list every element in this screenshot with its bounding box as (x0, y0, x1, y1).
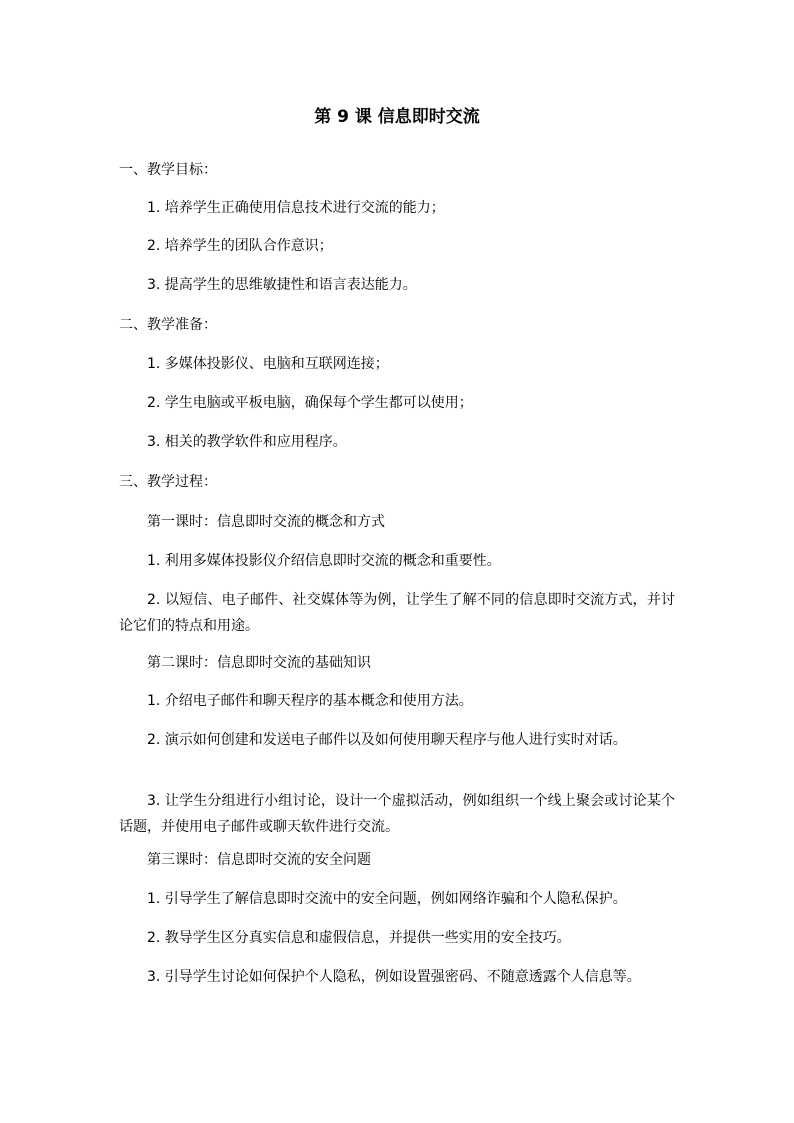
lesson2-item-3: 3. 让学生分组进行小组讨论，设计一个虚拟活动，例如组织一个线上聚会或讨论某个话题，并使用电子邮件或聊天软件进行交流。 (119, 793, 675, 835)
section-heading-preparation: 二、教学准备： (119, 317, 217, 333)
goal-item-3: 3. 提高学生的思维敏捷性和语言表达能力。 (147, 277, 417, 293)
lesson1-item-2: 2. 以短信、电子邮件、社交媒体等为例，让学生了解不同的信息即时交流方式，并讨论它们的特点和用途。 (119, 592, 675, 634)
lesson1-item-1: 1. 利用多媒体投影仪介绍信息即时交流的概念和重要性。 (147, 553, 501, 569)
lesson1-title: 第一课时：信息即时交流的概念和方式 (147, 514, 385, 530)
lesson2-title: 第二课时：信息即时交流的基础知识 (147, 655, 371, 671)
preparation-item-3: 3. 相关的教学软件和应用程序。 (147, 434, 347, 450)
lesson3-item-2: 2. 教导学生区分真实信息和虚假信息，并提供一些实用的安全技巧。 (147, 930, 571, 946)
lesson3-item-1: 1. 引导学生了解信息即时交流中的安全问题，例如网络诈骗和个人隐私保护。 (147, 891, 627, 907)
section-heading-process: 三、教学过程： (119, 474, 217, 490)
lesson3-title: 第三课时：信息即时交流的安全问题 (147, 852, 371, 868)
goal-item-1: 1. 培养学生正确使用信息技术进行交流的能力； (147, 200, 445, 216)
page-title: 第 9 课 信息即时交流 (314, 107, 480, 127)
preparation-item-2: 2. 学生电脑或平板电脑，确保每个学生都可以使用； (147, 395, 473, 411)
lesson3-item-3: 3. 引导学生讨论如何保护个人隐私，例如设置强密码、不随意透露个人信息等。 (147, 969, 641, 985)
lesson2-item-2: 2. 演示如何创建和发送电子邮件以及如何使用聊天程序与他人进行实时对话。 (147, 732, 627, 748)
preparation-item-1: 1. 多媒体投影仪、电脑和互联网连接； (147, 356, 389, 372)
lesson2-item-1: 1. 介绍电子邮件和聊天程序的基本概念和使用方法。 (147, 693, 473, 709)
section-heading-goals: 一、教学目标： (119, 162, 217, 178)
goal-item-2: 2. 培养学生的团队合作意识； (147, 238, 333, 254)
